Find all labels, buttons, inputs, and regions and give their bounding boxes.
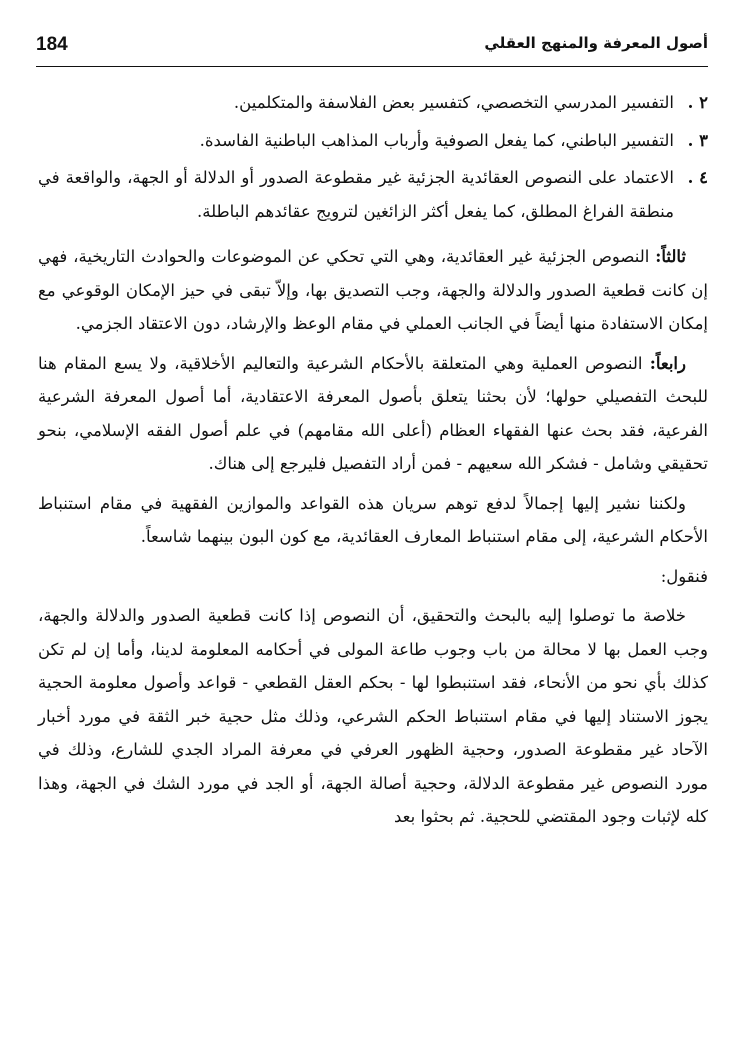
paragraph-text-summary: خلاصة ما توصلوا إليه بالبحث والتحقيق، أن النصوص إذا كانت قطعية الصدور والدلالة والجهة، وجب العمل بها لا محالة من باب وجوب طاعة المولى في أحكامه المعلومة لدينا، وأما إن لم تكن كذلك بأي نحو من الأنحاء، فقد استنبطوا لها - بحكم العقل القطعي - قواعد وأصول معلومة الحجية يجوز الاستناد إليها في مقام استنباط الحكم الشرعي، وذلك مثل حجية خبر الثقة في مورد أخبار الآحاد غير مقطوعة الصدور، وحجية الظهور العرفي في معرفة المراد الجدي للشارع، وذلك في مورد النصوص غير مقطوعة الدلالة، وحجية أصالة الجهة، أو الجد في مورد الشك في الجهة، وهذا كله لإثبات وجود المقتضي للحجية. ثم بحثوا بعد <box>38 606 708 826</box>
section-spacer <box>38 232 708 240</box>
paragraph-we-say <box>38 560 708 594</box>
list-item <box>38 161 708 228</box>
page-number: 184 <box>36 34 68 55</box>
page-header <box>36 30 708 64</box>
paragraph-text-fourth: النصوص العملية وهي المتعلقة بالأحكام الشرعية والتعاليم الأخلاقية، ولا يسع المقام هنا للبحث التفصيلي حولها؛ لأن بحثنا يتعلق بأصول المعرفة الاعتقادية، أما أصول المعرفة الشرعية الفرعية، فقد بحث عنها الفقهاء العظام (أعلى الله مقامهم) في علم أصول الفقه الإسلامي، بنحو تحقيقي وشامل - فشكر الله سعيهم - فمن أراد التفصيل فليرجع إلى هناك. <box>38 353 708 473</box>
list-item <box>38 124 708 158</box>
paragraph-fourth <box>38 347 708 481</box>
paragraph-but <box>38 487 708 554</box>
list-item-text: الاعتماد على النصوص العقائدية الجزئية غير مقطوعة الصدور أو الدلالة أو الجهة، والواقعة في منطقة الفراغ المطلق، كما يفعل أكثر الزائغين لترويج عقائدهم الباطلة. <box>38 168 674 221</box>
list-item-number: ٣ . <box>687 130 708 150</box>
list-item-text: التفسير الباطني، كما يفعل الصوفية وأرباب المذاهب الباطنية الفاسدة. <box>199 130 674 150</box>
paragraph-text-but: ولكننا نشير إليها إجمالاً لدفع توهم سريان هذه القواعد والموازين الفقهية في مقام استنباط الأحكام الشرعية، إلى مقام استنباط المعارف العقائدية، مع كون البون بينهما شاسعاً. <box>38 493 708 546</box>
list-item-number: ٢ . <box>687 93 708 112</box>
paragraph-summary <box>38 599 708 834</box>
running-title: أصول المعرفة والمنهج العقلي <box>484 34 708 52</box>
list-item-number: ٤ . <box>687 168 708 187</box>
page-body <box>38 86 708 840</box>
paragraph-text-third: النصوص الجزئية غير العقائدية، وهي التي تحكي عن الموضوعات والحوادث التاريخية، فهي إن كانت قطعية الصدور والدلالة والجهة، وجب التصديق بها، وإلاّ تبقى في حيز الإمكان الوقوعي مع إمكان الاستفادة منها أيضاً في الجانب العملي في مقام الوعظ والإرشاد، دون الاعتقاد الجزمي. <box>38 247 708 333</box>
list-item <box>38 86 708 120</box>
paragraph-lead-third: ثالثاً: <box>655 247 686 266</box>
paragraph-lead-fourth: رابعاً: <box>649 353 686 373</box>
header-divider <box>36 66 708 67</box>
paragraph-text-we-say: فنقول: <box>660 566 708 586</box>
paragraph-third <box>38 240 708 341</box>
list-item-text: التفسير المدرسي التخصصي، كتفسير بعض الفلاسفة والمتكلمين. <box>233 93 674 112</box>
